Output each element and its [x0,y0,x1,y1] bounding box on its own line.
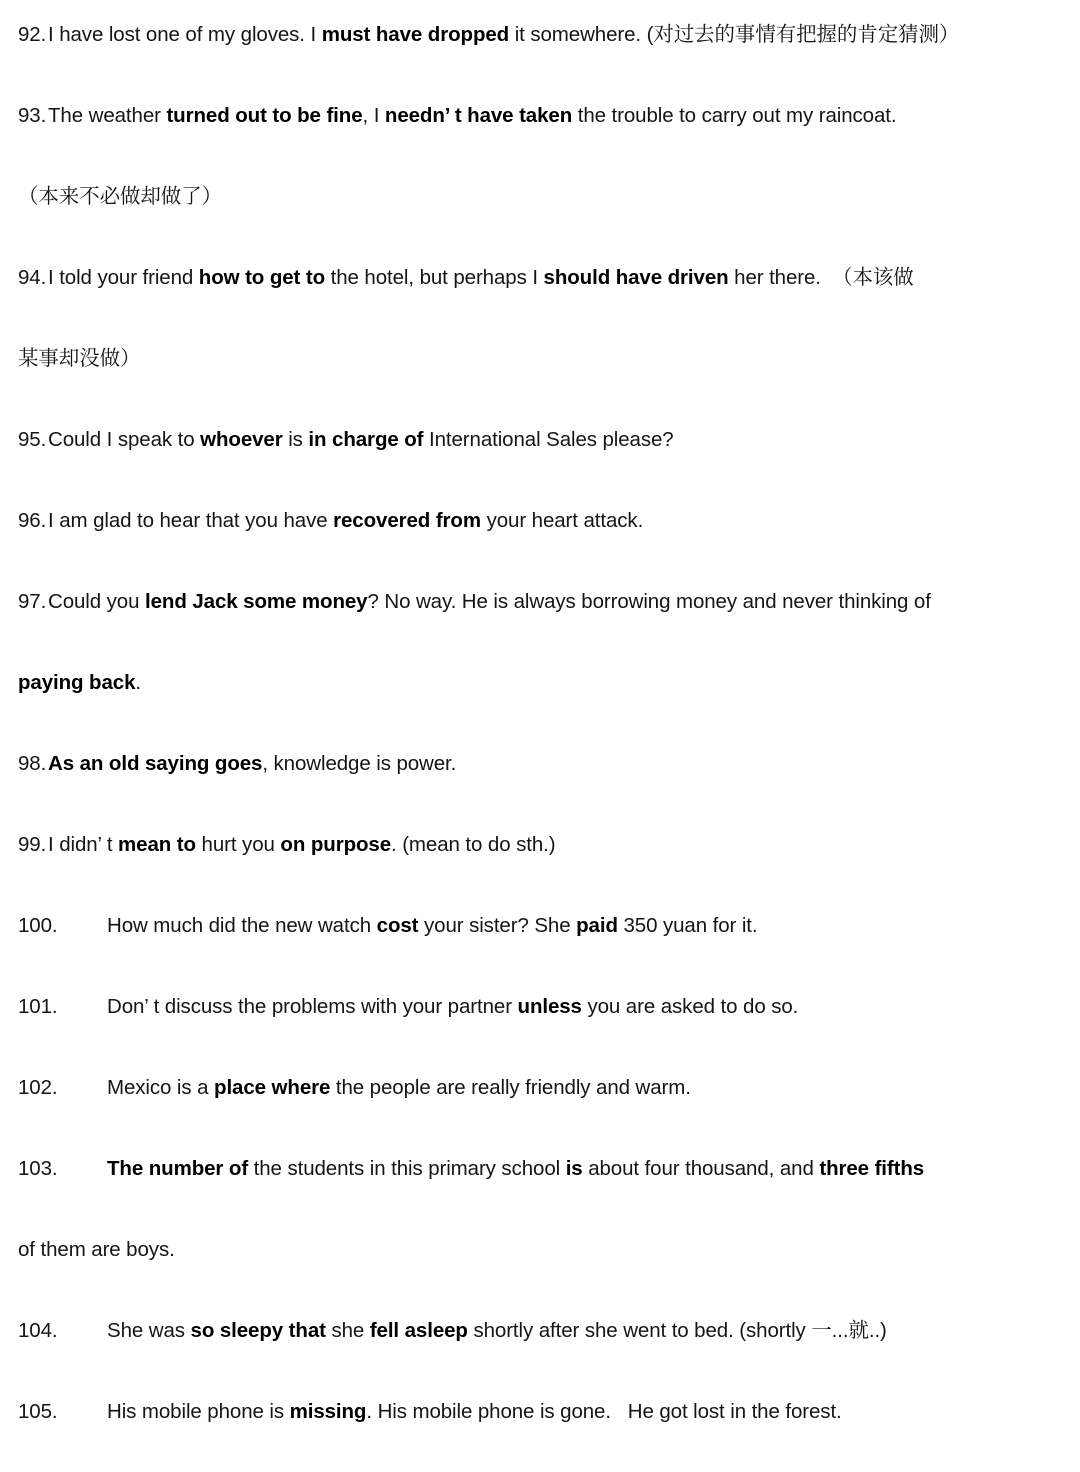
plain-text-run: I told your friend [48,266,199,289]
sentence-line-slot [8,662,1072,743]
highlighted-phrase: The number of [107,1157,249,1180]
plain-text-run: . (mean to do sth.) [391,833,556,856]
sentence-line-slot [8,338,1072,419]
plain-text-run: I didn’ t [48,833,119,856]
plain-text-run: . His mobile phone is gone. He got lost in the forest. [366,1400,842,1423]
sentence-text [48,752,456,775]
sentence-item [8,587,1072,617]
sentence-text [107,1076,691,1099]
plain-text-run: 350 yuan for it. [617,914,758,937]
item-number: 105. [18,1400,58,1423]
sentence-item [8,425,1072,455]
sentence-text [18,671,141,694]
sentence-line-slot [8,500,1072,581]
plain-text-run: she [325,1319,370,1342]
plain-text-run: , knowledge is power. [262,752,457,775]
sentence-text [107,1400,842,1423]
plain-text-run: I am glad to hear that you have [48,509,334,532]
plain-text-run: Mexico is a [107,1076,215,1099]
sentence-text [18,1238,175,1261]
highlighted-phrase: is [565,1157,583,1180]
highlighted-phrase: recovered from [333,509,481,532]
highlighted-phrase: cost [376,914,419,937]
plain-text-run: shortly after she went to bed. (shortly 一...就..) [467,1319,887,1342]
plain-text-run: hurt you [195,833,281,856]
highlighted-phrase: fell asleep [369,1319,468,1342]
sentence-continuation [8,1235,1072,1265]
plain-text-run: is [282,428,309,451]
highlighted-phrase: in charge of [308,428,424,451]
plain-text-run: the students in this primary school [248,1157,566,1180]
sentence-text [48,833,555,856]
sentence-text [18,347,140,370]
sentence-line-slot [8,176,1072,257]
sentence-text [107,914,757,937]
sentence-item [8,263,1072,293]
plain-text-run: 某事却没做） [18,347,141,370]
highlighted-phrase: three fifths [819,1157,925,1180]
plain-text-run: it somewhere. (对过去的事情有把握的肯定猜测） [509,23,960,46]
highlighted-phrase: mean to [118,833,196,856]
sentence-item [8,1073,1072,1103]
sentence-text [107,1157,924,1180]
sentence-text [107,1319,887,1342]
sentence-continuation [8,668,1072,698]
sentence-line-slot [8,257,1072,338]
highlighted-phrase: As an old saying goes [48,752,263,775]
plain-text-run: . [135,671,141,694]
item-number: 102. [18,1076,58,1099]
sentence-item [8,992,1072,1022]
highlighted-phrase: paying back [18,671,136,694]
item-number: 96. [18,509,47,532]
highlighted-phrase: should have driven [543,266,729,289]
item-number: 99. [18,833,47,856]
plain-text-run: , I [362,104,385,127]
sentence-line-slot [8,905,1072,986]
plain-text-run: of them are boys. [18,1238,175,1261]
highlighted-phrase: needn’ t have taken [384,104,573,127]
highlighted-phrase: lend Jack some money [145,590,368,613]
sentence-text [48,590,931,613]
sentence-line-slot [8,1067,1072,1148]
sentence-continuation [8,182,1072,212]
item-number: 93. [18,104,47,127]
highlighted-phrase: whoever [200,428,283,451]
plain-text-run: Could you [48,590,146,613]
item-number: 103. [18,1157,58,1180]
highlighted-phrase: turned out to be fine [166,104,363,127]
highlighted-phrase: place where [214,1076,331,1099]
item-number: 95. [18,428,47,451]
highlighted-phrase: unless [517,995,582,1018]
plain-text-run: the people are really friendly and warm. [330,1076,691,1099]
highlighted-phrase: paid [576,914,618,937]
plain-text-run: her there. （本该做 [728,266,914,289]
sentence-continuation [8,344,1072,374]
sentence-line-slot [8,1148,1072,1229]
item-number: 98. [18,752,47,775]
sentence-text [48,428,674,451]
plain-text-run: She was [107,1319,191,1342]
highlighted-phrase: missing [289,1400,367,1423]
item-number: 104. [18,1319,58,1342]
sentence-item [8,749,1072,779]
plain-text-run: the trouble to carry out my raincoat. [572,104,897,127]
plain-text-run: ? No way. He is always borrowing money and never thinking of [367,590,931,613]
item-number: 94. [18,266,47,289]
sentence-text [48,23,959,46]
sentence-line-slot [8,986,1072,1067]
sentence-line-slot [8,581,1072,662]
highlighted-phrase: how to get to [198,266,326,289]
sentence-item [8,1397,1072,1427]
plain-text-run: His mobile phone is [107,1400,290,1423]
sentence-text [18,185,222,208]
item-number: 97. [18,590,47,613]
plain-text-run: （本来不必做却做了） [18,185,222,208]
sentence-text [107,995,798,1018]
sentence-item [8,1316,1072,1346]
sentence-text [48,509,643,532]
sentence-item [8,830,1072,860]
plain-text-run: I have lost one of my gloves. I [48,23,322,46]
sentence-item [8,911,1072,941]
item-number: 101. [18,995,58,1018]
sentence-item [8,506,1072,536]
sentence-item [8,20,1072,50]
plain-text-run: The weather [48,104,167,127]
sentence-text [48,104,896,127]
plain-text-run: the hotel, but perhaps I [325,266,544,289]
sentence-line-slot [8,824,1072,905]
highlighted-phrase: on purpose [280,833,392,856]
sentence-line-slot [8,95,1072,176]
sentence-text [48,266,914,289]
plain-text-run: Could I speak to [48,428,201,451]
sentence-line-slot [8,14,1072,95]
sentence-line-slot [8,1310,1072,1391]
plain-text-run: your heart attack. [480,509,644,532]
sentence-item [8,1154,1072,1184]
plain-text-run: International Sales please? [423,428,674,451]
plain-text-run: your sister? She [418,914,577,937]
plain-text-run: about four thousand, and [582,1157,820,1180]
plain-text-run: you are asked to do so. [581,995,799,1018]
sentence-line-slot [8,419,1072,500]
item-number: 92. [18,23,47,46]
sentence-line-slot [8,1391,1072,1472]
item-number: 100. [18,914,58,937]
sentence-line-slot [8,1229,1072,1310]
sentence-line-slot [8,743,1072,824]
highlighted-phrase: so sleepy that [190,1319,326,1342]
sentence-list [8,14,1072,1472]
sentence-item [8,101,1072,131]
highlighted-phrase: must have dropped [321,23,510,46]
plain-text-run: How much did the new watch [107,914,377,937]
plain-text-run: Don’ t discuss the problems with your partner [107,995,518,1018]
